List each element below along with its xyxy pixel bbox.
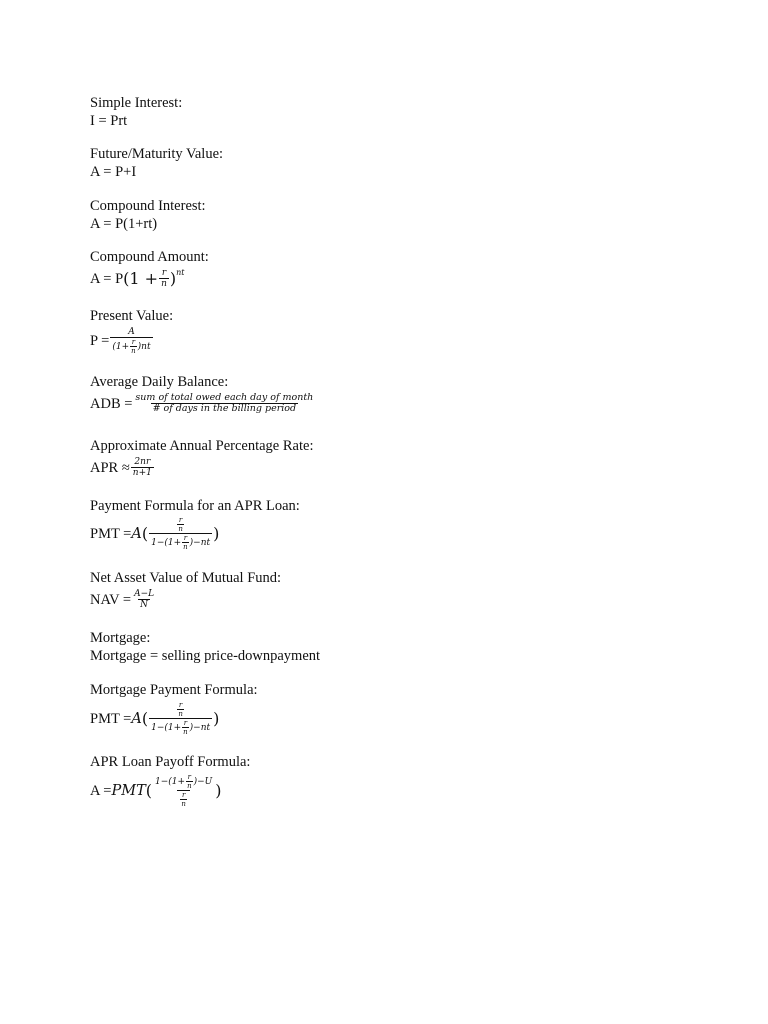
inner-fraction bbox=[130, 338, 137, 355]
fraction-numerator: A bbox=[128, 327, 135, 337]
inner-denominator: n bbox=[178, 525, 183, 533]
inner-denominator: n bbox=[183, 543, 188, 551]
denominator-suffix: )nt bbox=[137, 341, 151, 352]
formula-lhs: A = P bbox=[90, 270, 124, 287]
formula-lhs: PMT = bbox=[90, 710, 132, 727]
formula-var: PMT bbox=[111, 782, 146, 799]
denominator-suffix: )−nt bbox=[189, 537, 211, 548]
inner-fraction bbox=[180, 791, 187, 808]
formula-lhs: PMT = bbox=[90, 525, 132, 542]
inner-denominator: n bbox=[187, 782, 192, 790]
formula-lhs: APR ≈ bbox=[90, 459, 130, 476]
formula bbox=[90, 268, 730, 289]
formula bbox=[90, 773, 730, 808]
exponent: nt bbox=[176, 267, 185, 277]
formula: A = P+I bbox=[90, 164, 137, 180]
fraction bbox=[159, 268, 169, 289]
inner-denominator: n bbox=[178, 710, 183, 718]
section-apr-approx bbox=[90, 437, 730, 478]
formula bbox=[90, 516, 730, 551]
fraction bbox=[132, 589, 156, 610]
close-paren: ) bbox=[213, 523, 220, 543]
fraction-denominator: # of days in the billing period bbox=[152, 403, 297, 414]
formula: A = P(1+rt) bbox=[90, 216, 158, 232]
formula bbox=[90, 457, 730, 478]
numerator-suffix: )−U bbox=[193, 776, 213, 787]
section-payment-formula bbox=[90, 497, 730, 551]
section-mortgage bbox=[90, 629, 730, 665]
inner-fraction bbox=[182, 534, 189, 551]
fraction-denominator: N bbox=[140, 600, 149, 610]
section-present-value bbox=[90, 307, 730, 355]
fraction-denominator bbox=[110, 337, 152, 355]
section-future-value bbox=[90, 145, 730, 181]
section-title: Compound Interest: bbox=[90, 198, 206, 214]
fraction-numerator: sum of total owed each day of month bbox=[135, 392, 314, 403]
section-title: Present Value: bbox=[90, 308, 174, 324]
inner-numerator: r bbox=[183, 719, 188, 727]
section-mortgage-payment bbox=[90, 681, 730, 736]
section-apr-payoff bbox=[90, 753, 730, 808]
section-compound-interest bbox=[90, 197, 730, 233]
formula-var: A bbox=[131, 525, 142, 542]
section-title: Mortgage: bbox=[90, 630, 151, 646]
inner-fraction bbox=[177, 516, 184, 533]
open-paren: ( bbox=[141, 708, 149, 728]
inner-fraction bbox=[182, 719, 189, 736]
inner-numerator: r bbox=[178, 701, 183, 709]
denominator-prefix: 1−(1+ bbox=[151, 722, 182, 733]
numerator-prefix: 1−(1+ bbox=[155, 776, 186, 787]
fraction-denominator: n+1 bbox=[132, 468, 152, 478]
fraction-denominator: n bbox=[161, 279, 167, 289]
inner-denominator: n bbox=[183, 728, 188, 736]
open-paren: ( bbox=[145, 780, 153, 800]
fraction-denominator bbox=[149, 533, 212, 551]
formula-open: (1 + bbox=[123, 268, 159, 288]
section-title: Net Asset Value of Mutual Fund: bbox=[90, 570, 282, 586]
denominator-suffix: )−nt bbox=[189, 722, 211, 733]
close-paren: ) bbox=[215, 780, 222, 800]
inner-numerator: r bbox=[187, 773, 191, 781]
section-title: Mortgage Payment Formula: bbox=[90, 682, 258, 698]
fraction-numerator bbox=[174, 516, 187, 533]
open-paren: ( bbox=[141, 523, 149, 543]
fraction-denominator bbox=[177, 790, 190, 808]
formula-lhs: A = bbox=[90, 782, 112, 799]
inner-fraction bbox=[177, 701, 184, 718]
section-average-daily-balance bbox=[90, 373, 730, 414]
section-title: Approximate Annual Percentage Rate: bbox=[90, 438, 314, 454]
inner-numerator: r bbox=[181, 791, 186, 799]
inner-numerator: r bbox=[178, 516, 183, 524]
formula bbox=[90, 393, 730, 414]
section-title: Simple Interest: bbox=[90, 95, 183, 111]
formula bbox=[90, 701, 730, 736]
section-title: Future/Maturity Value: bbox=[90, 146, 224, 162]
section-title: Average Daily Balance: bbox=[90, 374, 229, 390]
fraction-numerator: r bbox=[161, 268, 167, 278]
inner-denominator: n bbox=[181, 800, 186, 808]
fraction-numerator bbox=[153, 773, 214, 790]
inner-denominator: n bbox=[131, 347, 136, 355]
section-title: APR Loan Payoff Formula: bbox=[90, 754, 251, 770]
formula-lhs: NAV = bbox=[90, 591, 132, 608]
formula: I = Prt bbox=[90, 113, 128, 129]
fraction bbox=[133, 393, 315, 414]
fraction bbox=[131, 457, 154, 478]
formula: Mortgage = selling price-downpayment bbox=[90, 648, 321, 664]
close-paren: ) bbox=[213, 708, 220, 728]
fraction bbox=[110, 327, 152, 355]
inner-numerator: r bbox=[131, 338, 136, 346]
formula-var: A bbox=[131, 710, 142, 727]
formula-lhs: P = bbox=[90, 333, 110, 349]
formula-close: ) bbox=[169, 268, 177, 288]
formula bbox=[90, 589, 730, 610]
fraction bbox=[153, 773, 214, 808]
section-title: Payment Formula for an APR Loan: bbox=[90, 498, 300, 514]
formula-lhs: ADB = bbox=[90, 395, 133, 412]
formula bbox=[90, 327, 730, 355]
fraction-numerator: 2nr bbox=[134, 457, 151, 467]
section-compound-amount bbox=[90, 248, 730, 289]
inner-numerator: r bbox=[183, 534, 188, 542]
fraction-denominator bbox=[149, 718, 212, 736]
denominator-prefix: (1+ bbox=[112, 341, 130, 352]
denominator-prefix: 1−(1+ bbox=[151, 537, 182, 548]
section-nav bbox=[90, 569, 730, 610]
section-simple-interest bbox=[90, 94, 730, 130]
fraction bbox=[149, 516, 212, 551]
fraction-numerator: A−L bbox=[134, 589, 155, 599]
section-title: Compound Amount: bbox=[90, 249, 209, 265]
inner-fraction bbox=[186, 773, 193, 790]
fraction-numerator bbox=[174, 701, 187, 718]
fraction bbox=[149, 701, 212, 736]
